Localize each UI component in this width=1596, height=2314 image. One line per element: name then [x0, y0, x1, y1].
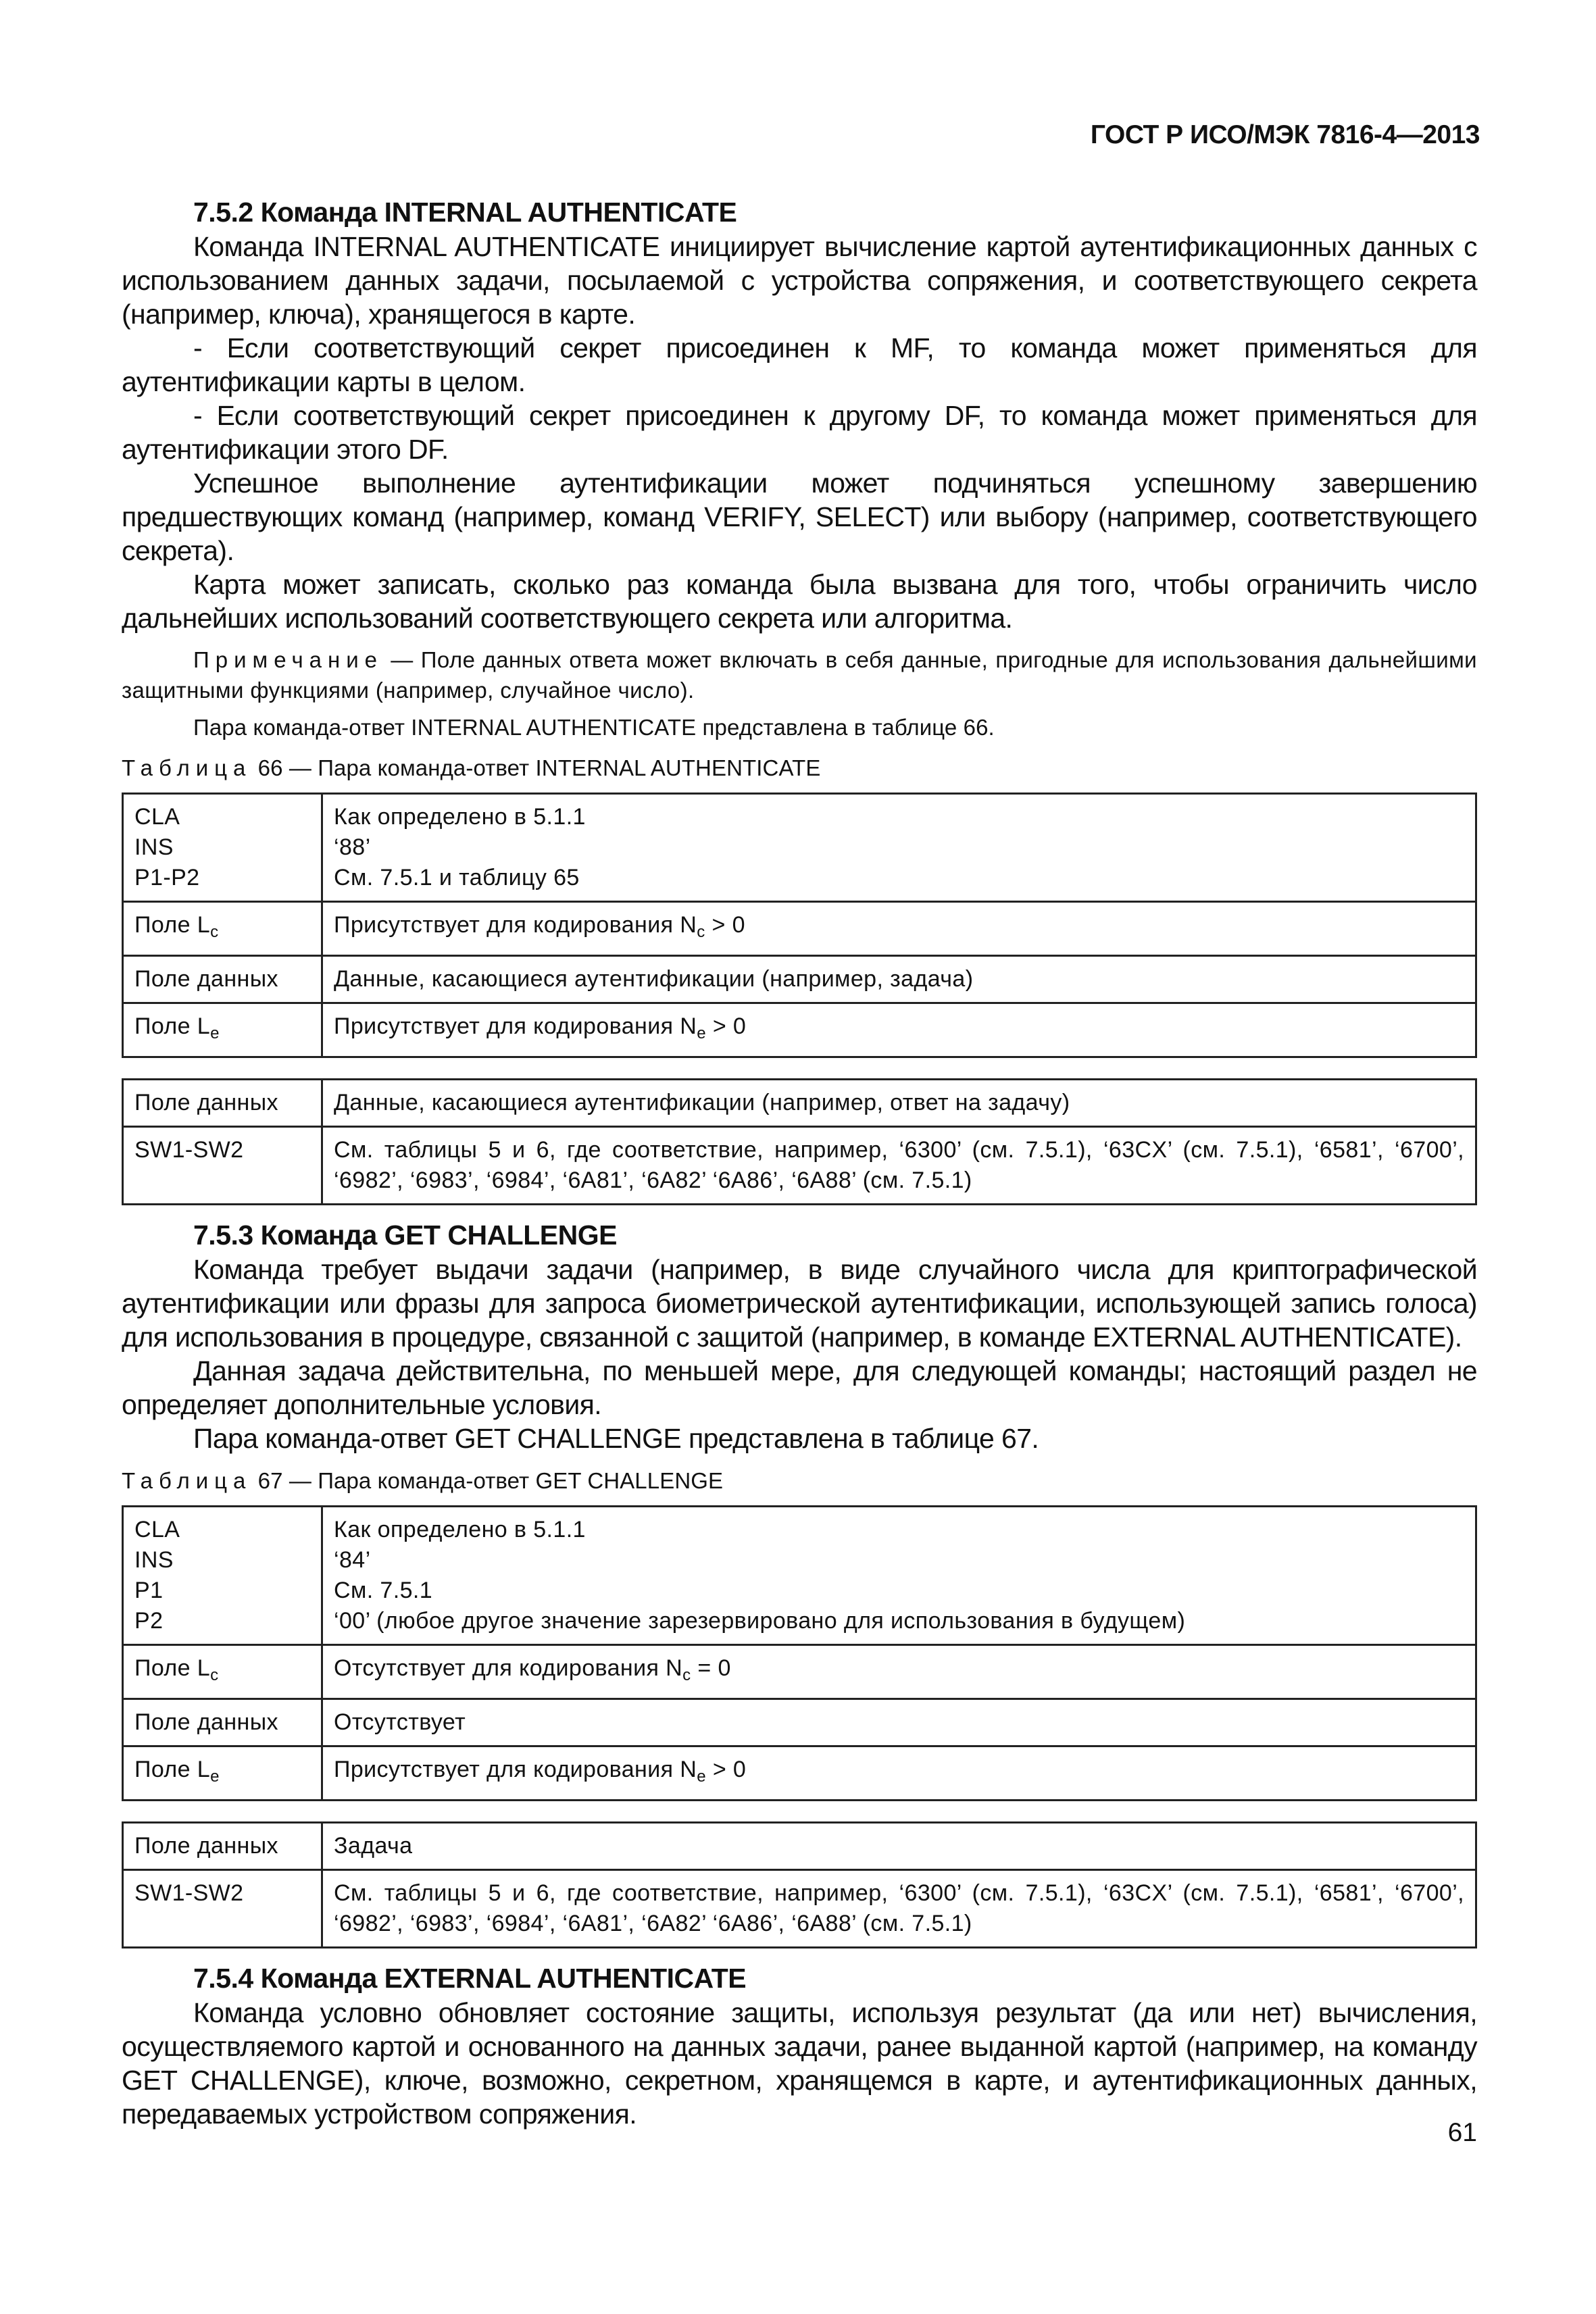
lc-label: Поле L [134, 1655, 211, 1681]
lc-subscript: c [210, 923, 219, 941]
table-caption-label: Таблица [122, 1468, 252, 1493]
lc-text: Отсутствует для кодирования N [334, 1655, 683, 1681]
table-cell: Поле данных [123, 1699, 322, 1746]
field-value: Как определено в 5.1.1 [334, 1517, 586, 1542]
section-7-5-3 [122, 1217, 1477, 1455]
table-cell [322, 902, 1476, 956]
le-text-subscript: e [697, 1767, 706, 1786]
table-gap [122, 1058, 1477, 1078]
paragraph: - Если соответствующий секрет присоединен к MF, то команда может применяться для аутентификации карты в целом. [122, 332, 1477, 397]
table-gap [122, 1801, 1477, 1821]
command-table-67 [122, 1505, 1477, 1801]
table-cell [123, 1507, 322, 1645]
paragraph: Пара команда-ответ GET CHALLENGE представлена в таблице 67. [193, 1423, 1039, 1454]
table-row [123, 1080, 1476, 1127]
section-heading-7-5-4: 7.5.4 Команда EXTERNAL AUTHENTICATE [193, 1963, 747, 1994]
table-cell: Поле данных [123, 956, 322, 1003]
table-cell: Данные, касающиеся аутентификации (например, задача) [322, 956, 1476, 1003]
table-cell: SW1-SW2 [123, 1127, 322, 1205]
table-caption-66 [122, 753, 1477, 783]
table-cell: См. таблицы 5 и 6, где соответствие, например, ‘6300’ (см. 7.5.1), ‘63CX’ (см. 7.5.1), ‘6581’, ‘6700’, ‘6982’, ‘6983’, ‘6984’, ‘6A81’, ‘6A82’ ‘6A86’, ‘6A88’ (см. 7.5.1) [322, 1127, 1476, 1205]
lc-subscript: c [210, 1666, 219, 1684]
command-table-66 [122, 793, 1477, 1058]
lc-text-subscript: c [682, 1666, 691, 1684]
table-row [123, 1645, 1476, 1699]
field-name: CLA [134, 804, 180, 830]
table-cell [322, 1507, 1476, 1645]
note-text: — Поле данных ответа может включать в себя данные, пригодные для использования дальнейшими защитными функциями (например, случайное число). [122, 647, 1477, 703]
table-row [123, 902, 1476, 956]
field-value: ‘84’ [334, 1547, 371, 1573]
page-content [122, 195, 1477, 2131]
le-subscript: e [210, 1767, 220, 1786]
table-cell [123, 1645, 322, 1699]
table-cell [123, 1003, 322, 1057]
paragraph: Команда условно обновляет состояние защиты, используя результат (да или нет) вычисления, осуществляемого картой и основанного на данных задачи, ранее выданной картой (например, на команду GET CHALLENGE), ключе, возможно, секретном, хранящемся в карте, и аутентификационных данных, передаваемых устройством сопряжения. [122, 1997, 1477, 2130]
table-cell: Задача [322, 1823, 1476, 1870]
table-caption-67 [122, 1466, 1477, 1496]
table-cell [322, 1746, 1476, 1801]
field-value: См. 7.5.1 [334, 1578, 433, 1603]
le-subscript: e [210, 1024, 220, 1042]
table-caption-text: 66 — Пара команда-ответ INTERNAL AUTHENTICATE [251, 755, 821, 780]
table-row [123, 1823, 1476, 1870]
response-table-67 [122, 1821, 1477, 1948]
table-row [123, 1003, 1476, 1057]
table-cell [123, 794, 322, 902]
table-row [123, 956, 1476, 1003]
page-number: 61 [1447, 2118, 1477, 2147]
field-name: P1 [134, 1578, 164, 1603]
paragraph: - Если соответствующий секрет присоединен к другому DF, то команда может применяться для аутентификации этого DF. [122, 400, 1477, 465]
table-cell: Поле данных [123, 1080, 322, 1127]
response-table-66 [122, 1078, 1477, 1205]
section-heading-7-5-3: 7.5.3 Команда GET CHALLENGE [193, 1219, 617, 1251]
table-row [123, 1507, 1476, 1645]
lc-text-end: = 0 [691, 1655, 731, 1681]
field-name: P2 [134, 1608, 164, 1634]
table-row [123, 1699, 1476, 1746]
le-text: Присутствует для кодирования N [334, 1757, 697, 1782]
table-cell [322, 1003, 1476, 1057]
table-row [123, 794, 1476, 902]
table-row [123, 1746, 1476, 1801]
le-text-subscript: e [697, 1024, 706, 1042]
field-value: ‘88’ [334, 834, 371, 860]
table-row [123, 1870, 1476, 1948]
field-name: P1-P2 [134, 865, 200, 890]
paragraph: Успешное выполнение аутентификации может подчиняться успешному завершению предшествующих команд (например, команд VERIFY, SELECT) или выбору (например, соответствующего секрета). [122, 468, 1477, 566]
table-cell: Поле данных [123, 1823, 322, 1870]
field-name: INS [134, 834, 174, 860]
paragraph: Карта может записать, сколько раз команда была вызвана для того, чтобы ограничить число дальнейших использований соответствующего секрета или алгоритма. [122, 569, 1477, 634]
lc-text-subscript: c [697, 923, 705, 941]
table-cell [123, 1746, 322, 1801]
paragraph: Команда требует выдачи задачи (например, в виде случайного числа для криптографической аутентификации или фразы для запроса биометрической аутентификации, использующей запись голоса) для использования в процедуре, связанной с защитой (например, в команде EXTERNAL AUTHENTICATE). [122, 1254, 1477, 1353]
section-heading-7-5-2: 7.5.2 Команда INTERNAL AUTHENTICATE [193, 197, 737, 228]
table-cell: Отсутствует [322, 1699, 1476, 1746]
table-cell [123, 902, 322, 956]
table-cell: Данные, касающиеся аутентификации (например, ответ на задачу) [322, 1080, 1476, 1127]
lc-label: Поле L [134, 912, 211, 938]
note [122, 645, 1477, 705]
le-text-end: > 0 [705, 1013, 747, 1039]
table-cell: См. таблицы 5 и 6, где соответствие, например, ‘6300’ (см. 7.5.1), ‘63CX’ (см. 7.5.1), ‘6581’, ‘6700’, ‘6982’, ‘6983’, ‘6984’, ‘6A81’, ‘6A82’ ‘6A86’, ‘6A88’ (см. 7.5.1) [322, 1870, 1476, 1948]
table-reference: Пара команда-ответ INTERNAL AUTHENTICATE представлена в таблице 66. [193, 715, 995, 740]
le-text: Присутствует для кодирования N [334, 1013, 697, 1039]
paragraph: Данная задача действительна, по меньшей мере, для следующей команды; настоящий раздел не определяет дополнительные условия. [122, 1355, 1477, 1420]
le-text-end: > 0 [705, 1757, 747, 1782]
table-row [123, 1127, 1476, 1205]
table-caption-label: Таблица [122, 755, 252, 780]
table-cell [322, 1645, 1476, 1699]
document-header: ГОСТ Р ИСО/МЭК 7816-4—2013 [1090, 120, 1480, 149]
paragraph: Команда INTERNAL AUTHENTICATE инициирует вычисление картой аутентификационных данных с использованием данных задачи, посылаемой с устройства сопряжения, и соответствующего секрета (например, ключа), хранящегося в карте. [122, 231, 1477, 330]
lc-text-end: > 0 [705, 912, 745, 938]
field-name: INS [134, 1547, 174, 1573]
field-value: Как определено в 5.1.1 [334, 804, 586, 830]
lc-text: Присутствует для кодирования N [334, 912, 697, 938]
le-label: Поле L [134, 1757, 211, 1782]
le-label: Поле L [134, 1013, 211, 1039]
field-value: ‘00’ (любое другое значение зарезервировано для использования в будущем) [334, 1608, 1186, 1634]
table-cell: SW1-SW2 [123, 1870, 322, 1948]
field-name: CLA [134, 1517, 180, 1542]
field-value: См. 7.5.1 и таблицу 65 [334, 865, 580, 890]
table-caption-text: 67 — Пара команда-ответ GET CHALLENGE [251, 1468, 724, 1493]
table-cell [322, 794, 1476, 902]
note-label: Примечание [193, 647, 384, 672]
section-7-5-4 [122, 1961, 1477, 2131]
